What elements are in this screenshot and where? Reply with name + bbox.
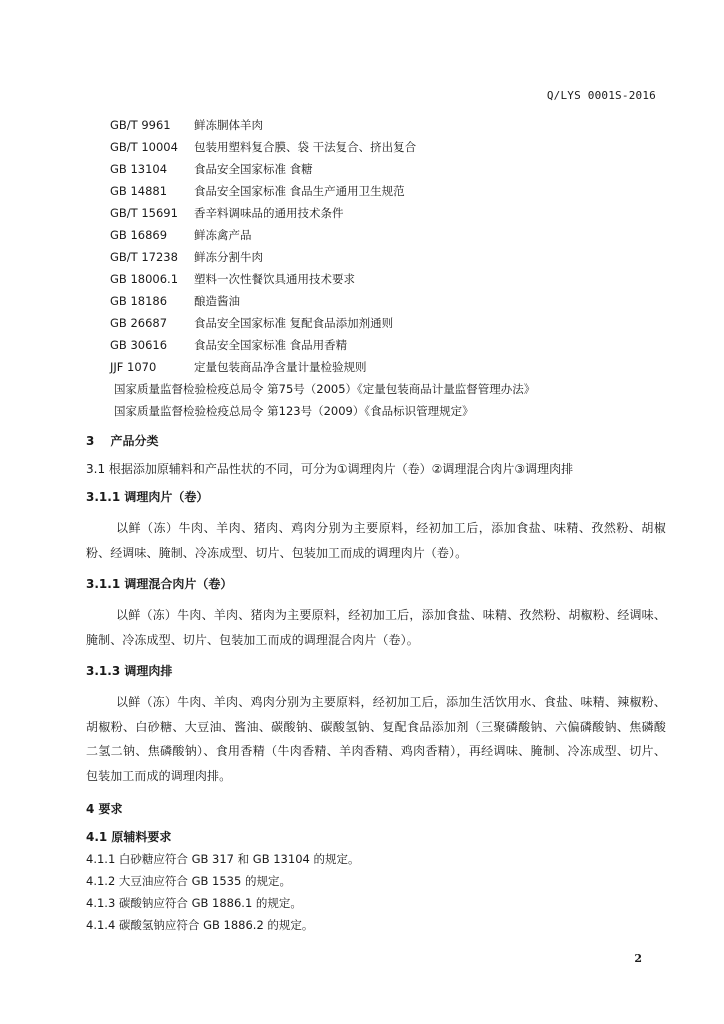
section-3-1-3-paragraph: 以鲜（冻）牛肉、羊肉、鸡肉分别为主要原料，经初加工后，添加生活饮用水、食盐、味精、辣椒粉、胡椒粉、白砂糖、大豆油、酱油、碳酸钠、碳酸氢钠、复配食品添加剂（三聚磷酸钠、六偏磷酸钠、焦磷酸二氢二钠、焦磷酸钠）、食用香精（牛肉香精、羊肉香精、鸡肉香精），再经调味、腌制、冷冻成型、切片、包装加工而成的调理肉排。	[86, 695, 666, 783]
reference-title: 香辛料调味品的通用技术条件	[194, 206, 344, 220]
reference-item	[110, 202, 670, 224]
reference-title: 食品安全国家标准 食糖	[194, 162, 313, 176]
reference-item	[110, 356, 670, 378]
section-4-1-heading: 4.1 原辅料要求	[86, 830, 172, 844]
reference-item	[110, 312, 670, 334]
document-body	[86, 430, 666, 936]
reference-title: 定量包装商品净含量计量检验规则	[194, 360, 367, 374]
reference-item	[110, 136, 670, 158]
normative-references-list	[110, 114, 670, 422]
reference-code: GB 14881	[110, 184, 168, 198]
reference-code: GB/T 9961	[110, 118, 171, 132]
section-3-1-2-heading: 3.1.1 调理混合肉片（卷）	[86, 577, 233, 591]
section-3-1-2-paragraph: 以鲜（冻）牛肉、羊肉、猪肉为主要原料，经初加工后，添加食盐、味精、孜然粉、胡椒粉、经调味、腌制、冷冻成型、切片、包装加工而成的调理混合肉片（卷）。	[86, 608, 666, 647]
reference-code: GB 13104	[110, 162, 168, 176]
reference-item	[110, 114, 670, 136]
reference-item	[110, 290, 670, 312]
reference-title: 鲜冻胴体羊肉	[194, 118, 263, 132]
requirement-item: 4.1.2 大豆油应符合 GB 1535 的规定。	[86, 874, 291, 888]
reference-code: GB/T 17238	[110, 250, 178, 264]
reference-item	[110, 246, 670, 268]
section-3-1-text: 3.1 根据添加原辅料和产品性状的不同，可分为①调理肉片（卷）②调理混合肉片③调理肉排	[86, 462, 574, 476]
requirement-item: 4.1.4 碳酸氢钠应符合 GB 1886.2 的规定。	[86, 918, 314, 932]
reference-code: GB 26687	[110, 316, 168, 330]
reference-code: JJF 1070	[110, 360, 157, 374]
section-3-heading: 3 产品分类	[86, 434, 159, 448]
reference-code: GB 18186	[110, 294, 168, 308]
requirement-item: 4.1.3 碳酸钠应符合 GB 1886.1 的规定。	[86, 896, 302, 910]
document-code: Q/LYS 0001S-2016	[546, 89, 656, 102]
section-3-1-3-heading: 3.1.3 调理肉排	[86, 664, 173, 678]
reference-title: 酿造酱油	[194, 294, 240, 308]
section-4-heading: 4 要求	[86, 802, 123, 816]
reference-title: 鲜冻分割牛肉	[194, 250, 263, 264]
reference-code: GB 18006.1	[110, 272, 179, 286]
reference-item	[110, 268, 670, 290]
reference-title: 塑料一次性餐饮具通用技术要求	[194, 272, 355, 286]
reference-item	[110, 334, 670, 356]
decree-item: 国家质量监督检验检疫总局令 第123号（2009）《食品标识管理规定》	[114, 404, 474, 418]
reference-title: 食品安全国家标准 食品用香精	[194, 338, 348, 352]
reference-item	[110, 158, 670, 180]
reference-code: GB 16869	[110, 228, 168, 242]
reference-code: GB/T 10004	[110, 140, 178, 154]
reference-code: GB/T 15691	[110, 206, 178, 220]
reference-title: 鲜冻禽产品	[194, 228, 252, 242]
reference-title: 食品安全国家标准 食品生产通用卫生规范	[194, 184, 405, 198]
reference-item	[110, 180, 670, 202]
decree-item: 国家质量监督检验检疫总局令 第75号（2005）《定量包装商品计量监督管理办法》	[114, 382, 536, 396]
section-3-1-1-heading: 3.1.1 调理肉片（卷）	[86, 490, 209, 504]
reference-item	[110, 224, 670, 246]
reference-title: 包装用塑料复合膜、袋 干法复合、挤出复合	[194, 140, 417, 154]
section-3-1-1-paragraph: 以鲜（冻）牛肉、羊肉、猪肉、鸡肉分别为主要原料，经初加工后，添加食盐、味精、孜然粉、胡椒粉、经调味、腌制、冷冻成型、切片、包装加工而成的调理肉片（卷）。	[86, 521, 666, 560]
reference-title: 食品安全国家标准 复配食品添加剂通则	[194, 316, 394, 330]
page-number: 2	[634, 952, 642, 965]
reference-code: GB 30616	[110, 338, 168, 352]
requirement-item: 4.1.1 白砂糖应符合 GB 317 和 GB 13104 的规定。	[86, 852, 360, 866]
